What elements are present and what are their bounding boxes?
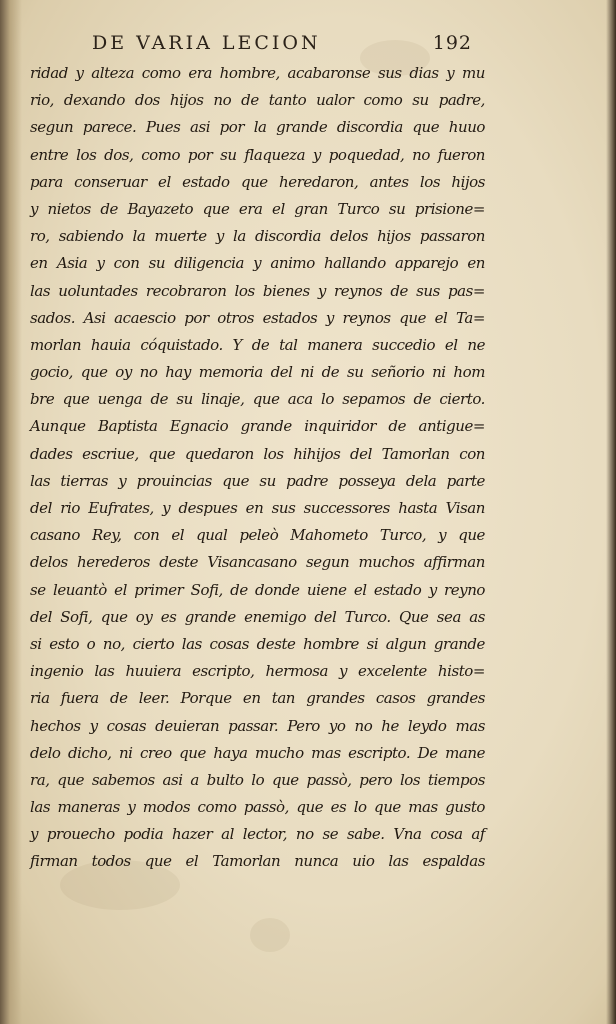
text-line: ingenio las huuiera escripto, hermosa y excelente histo=: [30, 662, 485, 681]
text-line: ra, que sabemos asi a bulto lo que passò, pero los tiempos: [30, 770, 485, 789]
text-line: bre que uenga de su linaje, que aca lo sepamos de cierto.: [30, 390, 485, 409]
text-line: si esto o no, cierto las cosas deste hombre si algun grande: [30, 634, 485, 653]
page-number: 192: [432, 32, 472, 54]
text-line: gocio, que oy no hay memoria del ni de su señorio ni hom: [30, 363, 485, 382]
text-line: para conseruar el estado que heredaron, antes los hijos: [30, 172, 485, 191]
paper-stain: [250, 918, 290, 952]
body-text: [30, 60, 485, 876]
text-line: ridad y alteza como era hombre, acabaronse sus dias y mu: [30, 64, 485, 82]
text-line: segun parece. Pues asi por la grande discordia que huuo: [30, 118, 485, 137]
text-line: del rio Eufrates, y despues en sus successores hasta Visan: [30, 499, 485, 517]
text-line: y nietos de Bayazeto que era el gran Turco su prisione=: [30, 199, 485, 218]
text-line: morlan hauia cóquistado. Y de tal manera succedio el ne: [30, 335, 485, 354]
text-line: se leuantò el primer Sofi, de donde uiene el estado y reyno: [30, 580, 485, 599]
text-line: ria fuera de leer. Porque en tan grandes casos grandes: [30, 689, 485, 708]
text-line: rio, dexando dos hijos no de tanto ualor como su padre,: [30, 91, 485, 110]
text-line: las maneras y modos como passò, que es lo que mas gusto: [30, 798, 485, 817]
text-line: las uoluntades recobraron los bienes y reynos de sus pas=: [30, 281, 485, 300]
text-line: y prouecho podia hazer al lector, no se sabe. Vna cosa af: [30, 825, 485, 844]
text-line: casano Rey, con el qual peleò Mahometo Turco, y que: [30, 526, 485, 545]
page-header: [92, 32, 472, 60]
text-line: del Sofi, que oy es grande enemigo del Turco. Que sea as: [30, 607, 485, 626]
gutter-shadow: [0, 0, 22, 1024]
text-line: delos herederos deste Visancasano segun muchos affirman: [30, 553, 485, 572]
text-line: entre los dos, como por su flaqueza y poquedad, no fueron: [30, 145, 485, 164]
page-edge: [606, 0, 616, 1024]
text-line: ro, sabiendo la muerte y la discordia delos hijos passaron: [30, 227, 485, 246]
text-line: en Asia y con su diligencia y animo hallando apparejo en: [30, 254, 485, 273]
text-line: Aunque Baptista Egnacio grande inquiridor de antigue=: [30, 417, 485, 436]
running-title: DE VARIA LECION: [92, 32, 321, 54]
text-line: sados. Asi acaescio por otros estados y reynos que el Ta=: [30, 308, 485, 327]
text-line: firman todos que el Tamorlan nunca uio las espaldas: [30, 852, 485, 871]
text-line: las tierras y prouincias que su padre posseya dela parte: [30, 471, 485, 490]
text-line: dades escriue, que quedaron los hihijos del Tamorlan con: [30, 444, 485, 463]
text-line: hechos y cosas deuieran passar. Pero yo no he leydo mas: [30, 716, 485, 735]
text-line: delo dicho, ni creo que haya mucho mas escripto. De mane: [30, 743, 485, 762]
